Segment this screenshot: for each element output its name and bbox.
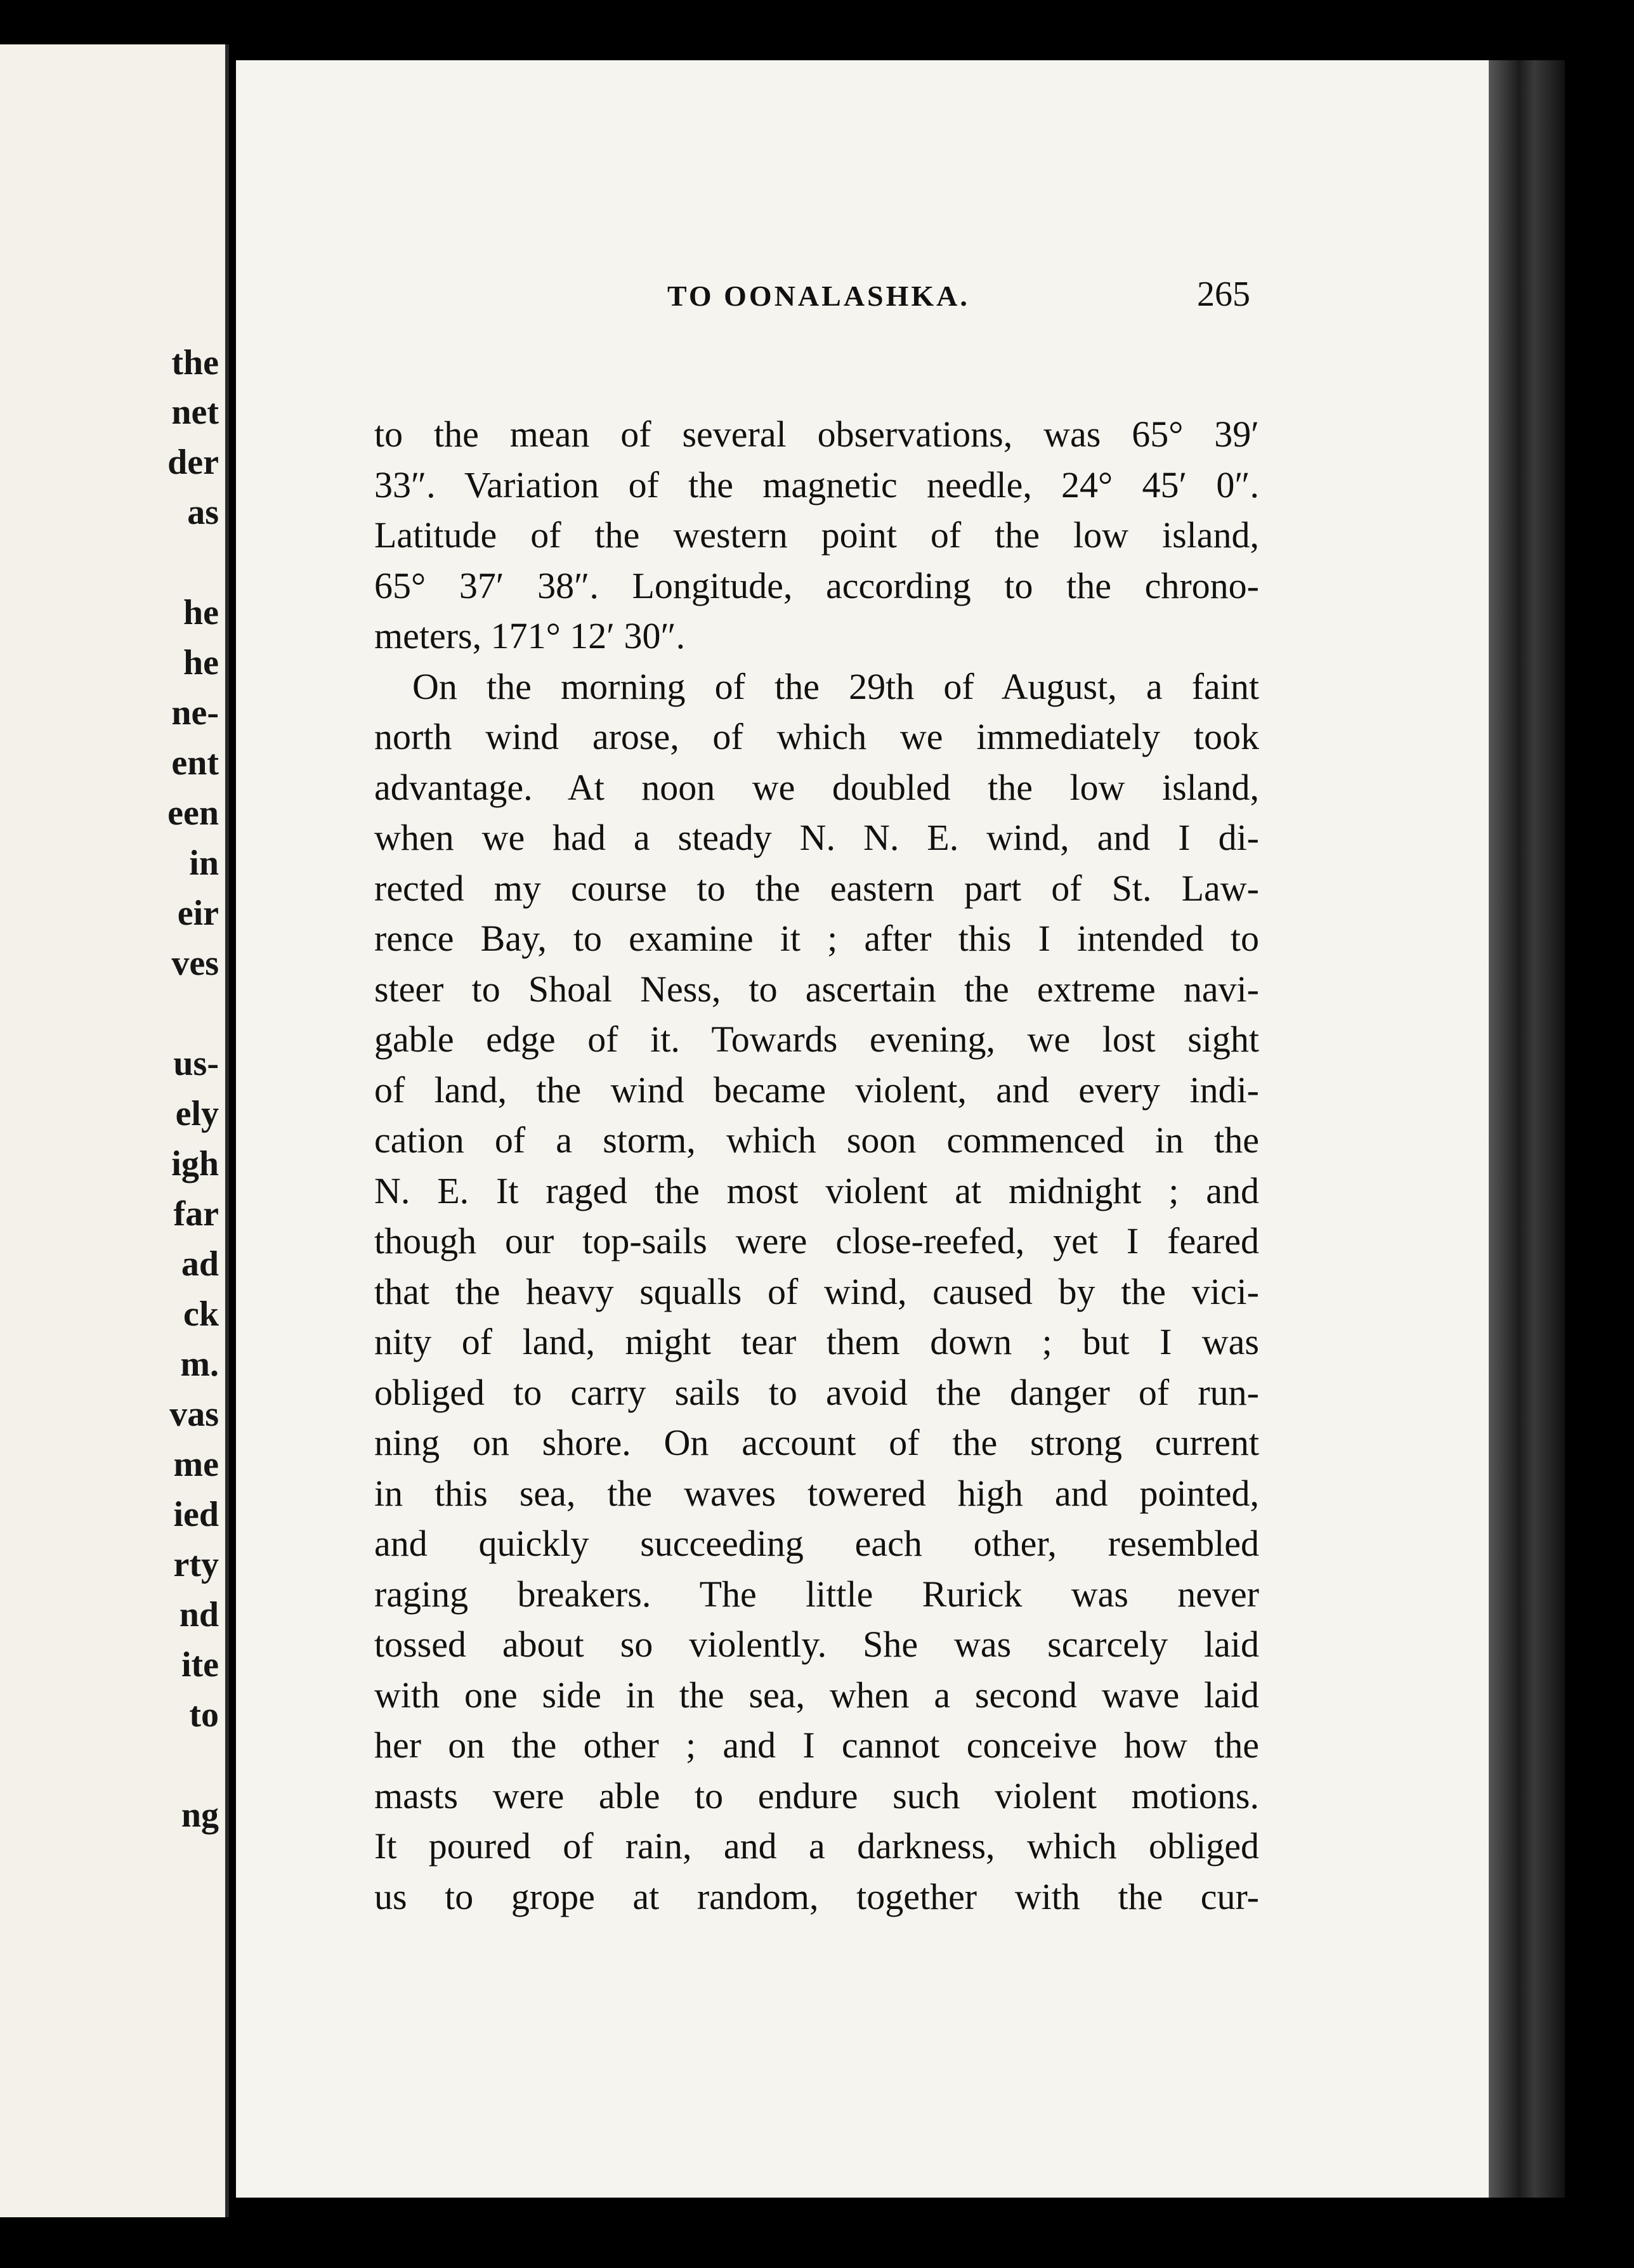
text-line: her on the other ; and I cannot conceive how the	[374, 1724, 1259, 1766]
prev-page-line: he	[183, 593, 219, 632]
text-line: advantage. At noon we doubled the low island,	[374, 766, 1259, 808]
text-line: raging breakers. The little Rurick was never	[374, 1573, 1259, 1615]
text-line: in this sea, the waves towered high and pointed,	[374, 1472, 1259, 1514]
prev-page-line: us-	[173, 1044, 219, 1083]
prev-page-line: der	[167, 443, 219, 482]
text-line: that the heavy squalls of wind, caused by the vici-	[374, 1270, 1259, 1312]
prev-page-line: igh	[171, 1144, 219, 1183]
page-number: 265	[1197, 275, 1250, 314]
text-line: obliged to carry sails to avoid the danger of run-	[374, 1371, 1259, 1413]
prev-page-line: ves	[171, 944, 219, 983]
prev-page-line: ad	[181, 1244, 219, 1284]
text-line: Latitude of the western point of the low island,	[374, 514, 1259, 556]
text-line: On the morning of the 29th of August, a faint	[412, 665, 1259, 707]
running-head	[236, 275, 1489, 330]
text-line: though our top-sails were close-reefed, yet I feared	[374, 1220, 1259, 1261]
prev-page-line: ck	[183, 1294, 219, 1334]
prev-page-line: ied	[173, 1495, 219, 1534]
text-line: rected my course to the eastern part of St. Law-	[374, 867, 1259, 909]
prev-page-line: nd	[179, 1595, 219, 1634]
text-line: nity of land, might tear them down ; but I was	[374, 1321, 1259, 1362]
text-line: north wind arose, of which we immediately took	[374, 716, 1259, 757]
prev-page-line: ne-	[171, 693, 219, 733]
prev-page-line: to	[189, 1695, 219, 1735]
text-line: of land, the wind became violent, and every indi-	[374, 1069, 1259, 1111]
prev-page-line: rty	[173, 1545, 219, 1584]
text-line: tossed about so violently. She was scarcely laid	[374, 1624, 1259, 1665]
prev-page-line: m.	[180, 1345, 219, 1384]
prev-page-line: een	[167, 793, 219, 833]
text-line: N. E. It raged the most violent at midnight ; and	[374, 1170, 1259, 1211]
book-page	[236, 60, 1489, 2198]
text-line: gable edge of it. Towards evening, we lost sight	[374, 1019, 1259, 1060]
page-stack-edge	[1489, 60, 1565, 2198]
prev-page-line: in	[189, 844, 219, 883]
text-line: masts were able to endure such violent motions.	[374, 1775, 1259, 1816]
prev-page-line: as	[187, 493, 219, 532]
prev-page-line: he	[183, 643, 219, 682]
prev-page-line: far	[173, 1194, 219, 1234]
text-line: cation of a storm, which soon commenced in the	[374, 1119, 1259, 1161]
previous-page-edge	[0, 44, 229, 2217]
prev-page-line: me	[173, 1445, 219, 1484]
text-line: ning on shore. On account of the strong current	[374, 1422, 1259, 1463]
prev-page-line: eir	[177, 894, 219, 933]
prev-page-line: vas	[169, 1395, 219, 1434]
text-line: and quickly succeeding each other, resembled	[374, 1523, 1259, 1564]
prev-page-line: ite	[181, 1645, 219, 1685]
text-line: when we had a steady N. N. E. wind, and I di-	[374, 817, 1259, 858]
text-line: rence Bay, to examine it ; after this I intended to	[374, 918, 1259, 959]
prev-page-line: net	[171, 393, 219, 432]
body-text	[374, 409, 1259, 1922]
prev-page-line: the	[171, 343, 219, 382]
text-line: steer to Shoal Ness, to ascertain the extreme navi-	[374, 968, 1259, 1010]
prev-page-line: ely	[175, 1094, 219, 1133]
text-line: 65° 37′ 38″. Longitude, according to the chrono-	[374, 564, 1259, 606]
text-line: with one side in the sea, when a second wave laid	[374, 1674, 1259, 1716]
prev-page-line: ent	[171, 743, 219, 783]
text-line: us to grope at random, together with the cur-	[374, 1875, 1259, 1917]
running-title: TO OONALASHKA.	[667, 280, 970, 312]
text-line: meters, 171° 12′ 30″.	[374, 615, 686, 656]
text-line: to the mean of several observations, was 65° 39′	[374, 414, 1259, 455]
text-line: 33″. Variation of the magnetic needle, 24° 45′ 0″.	[374, 464, 1259, 505]
text-line: It poured of rain, and a darkness, which obliged	[374, 1825, 1259, 1867]
prev-page-line: ng	[181, 1796, 219, 1835]
